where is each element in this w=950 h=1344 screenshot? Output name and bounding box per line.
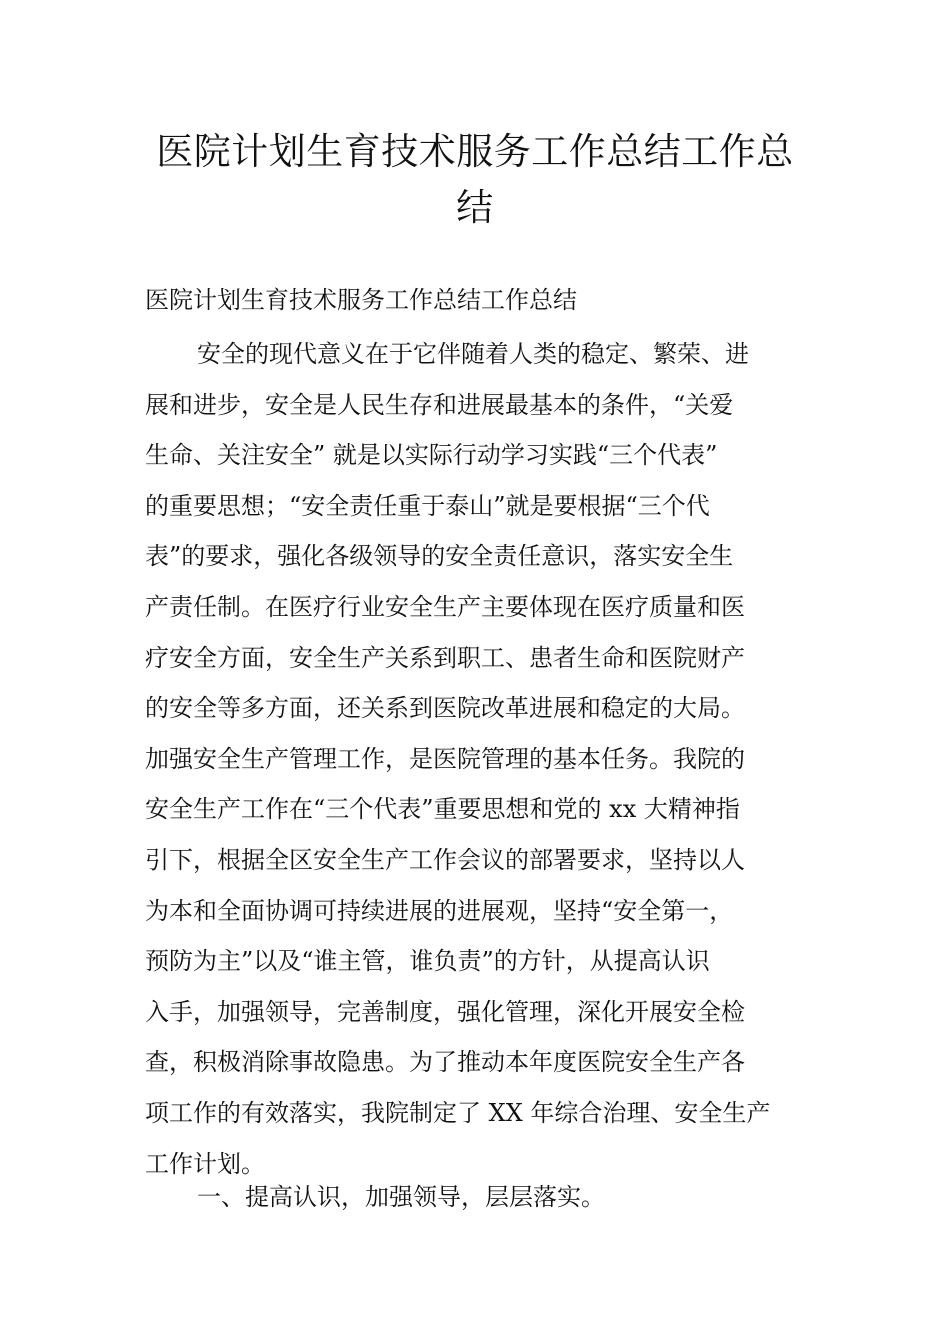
paragraph-line: 的安全等多方面，还关系到医院改革进展和稳定的大局。 [145, 694, 745, 723]
paragraph-line: 展和进步，安全是人民生存和进展最基本的条件，“关爱 [145, 390, 734, 419]
paragraph-line: 加强安全生产管理工作，是医院管理的基本任务。我院的 [145, 744, 745, 773]
paragraph-line: 疗安全方面，安全生产关系到职工、患者生命和医院财产 [145, 643, 745, 672]
paragraph-line: 预防为主”以及“谁主管，谁负责”的方针，从提高认识 [145, 947, 710, 976]
paragraph-line: 项工作的有效落实，我院制定了 XX 年综合治理、安全生产 [145, 1098, 771, 1127]
paragraph-line: 安全的现代意义在于它伴随着人类的稳定、繁荣、进 [197, 340, 749, 368]
paragraph-line: 入手，加强领导，完善制度，强化管理，深化开展安全检 [145, 997, 745, 1026]
paragraph-line: 产责任制。在医疗行业安全生产主要体现在医疗质量和医 [145, 592, 745, 621]
paragraph-line: 工作计划。 [145, 1149, 265, 1178]
paragraph-line: 的重要思想；“安全责任重于泰山”就是要根据“三个代 [145, 491, 710, 520]
document-title-line-1: 医院计划生育技术服务工作总结工作总 [156, 130, 794, 173]
document-title [140, 124, 810, 236]
document-title-line-2: 结 [456, 186, 494, 229]
body-paragraph [145, 329, 825, 1189]
paragraph-line: 表”的要求，强化各级领导的安全责任意识，落实安全生 [145, 542, 734, 571]
paragraph-line: 生命、关注安全” 就是以实际行动学习实践“三个代表” [145, 441, 718, 470]
paragraph-line: 安全生产工作在“三个代表”重要思想和党的 xx 大精神指 [145, 795, 740, 824]
paragraph-line: 引下，根据全区安全生产工作会议的部署要求，坚持以人 [145, 845, 745, 874]
document-subtitle: 医院计划生育技术服务工作总结工作总结 [145, 286, 577, 314]
section-heading: 一、提高认识，加强领导，层层落实。 [197, 1183, 605, 1211]
paragraph-line: 为本和全面协调可持续进展的进展观，坚持“安全第一， [145, 896, 734, 925]
paragraph-line: 查，积极消除事故隐患。为了推动本年度医院安全生产各 [145, 1048, 745, 1077]
